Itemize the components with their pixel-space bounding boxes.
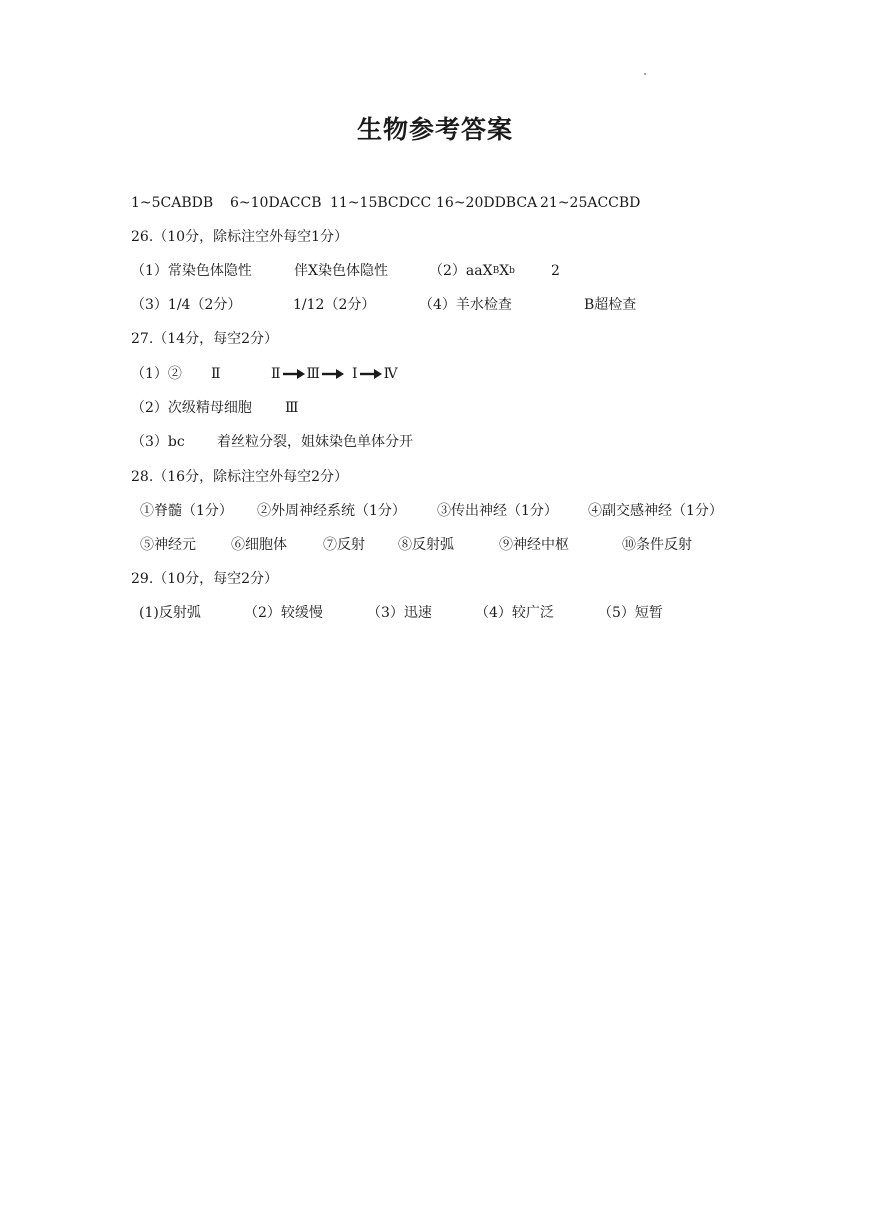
- q26-answer-4b: B超检查: [584, 297, 637, 313]
- mc-group-3: 11~15BCDCC: [330, 195, 432, 211]
- seq-item: Ⅳ: [383, 366, 398, 382]
- arrow-right-icon: [360, 369, 382, 379]
- q29-heading-text: 29.（10分，每空2分）: [131, 571, 278, 587]
- superscript-b: b: [509, 266, 515, 276]
- q27-heading-text: 27.（14分，每空2分）: [131, 331, 278, 347]
- q29-answer-3: （3）迅速: [367, 605, 432, 621]
- q26-heading-text: 26.（10分，除标注空外每空1分）: [131, 229, 348, 245]
- q28-answer-3: ③传出神经（1分）: [437, 503, 558, 519]
- seq-item: Ⅲ: [306, 366, 321, 382]
- q26-answer-3b: 1/12（2分）: [293, 297, 376, 313]
- q29-answer-1: (1)反射弧: [139, 605, 201, 621]
- q26-answer-1b: 伴X染色体隐性: [294, 263, 388, 279]
- q26-answer-1: （1）常染色体隐性: [131, 263, 252, 279]
- q27-answer-2a: （2）次级精母细胞: [131, 400, 252, 416]
- mc-group-5: 21~25ACCBD: [540, 195, 641, 211]
- q27-sequence: [271, 363, 398, 385]
- superscript-B: B: [492, 266, 500, 276]
- q26-answer-2-number: 2: [551, 263, 560, 279]
- q28-answer-4: ④副交感神经（1分）: [588, 503, 723, 519]
- mc-group-4: 16~20DDBCA: [436, 195, 538, 211]
- q26-answer-3a: （3）1/4（2分）: [131, 297, 242, 313]
- seq-item: Ⅰ: [352, 366, 358, 382]
- q26-answer-4a: （4）羊水检查: [419, 297, 512, 313]
- mc-group-2: 6~10DACCB: [230, 195, 322, 211]
- page-title: 生物参考答案: [356, 115, 513, 144]
- q26-answer-2-genotype: $(2)aaX^BX^b$: [429, 263, 515, 279]
- q28-answer-2: ②外周神经系统（1分）: [257, 503, 406, 519]
- q28-answer-1: ①脊髓（1分）: [140, 503, 233, 519]
- q27-answer-1b: Ⅱ: [211, 366, 221, 382]
- q29-answer-5: （5）短暂: [598, 605, 663, 621]
- q27-answer-2b: Ⅲ: [285, 400, 299, 416]
- q28-answer-6: ⑥细胞体: [231, 537, 287, 553]
- q29-answer-2: （2）较缓慢: [244, 605, 323, 621]
- q28-answer-9: ⑨神经中枢: [499, 537, 569, 553]
- q27-answer-1a: （1）②: [131, 366, 182, 382]
- q28-answer-10: ⑩条件反射: [622, 537, 692, 553]
- q27-answer-3a: （3）bc: [131, 434, 185, 450]
- q28-heading-text: 28.（16分，除标注空外每空2分）: [131, 469, 348, 485]
- mc-group-1: 1~5CABDB: [131, 195, 214, 211]
- q29-answer-4: （4）较广泛: [475, 605, 554, 621]
- q28-answer-5: ⑤神经元: [140, 537, 196, 553]
- seq-item: Ⅱ: [271, 366, 281, 382]
- q27-answer-3b: 着丝粒分裂，姐妹染色单体分开: [217, 434, 413, 450]
- arrow-right-icon: [322, 369, 344, 379]
- q28-answer-7: ⑦反射: [323, 537, 365, 553]
- corner-dot: [644, 73, 646, 75]
- q28-answer-8: ⑧反射弧: [398, 537, 454, 553]
- arrow-right-icon: [283, 369, 305, 379]
